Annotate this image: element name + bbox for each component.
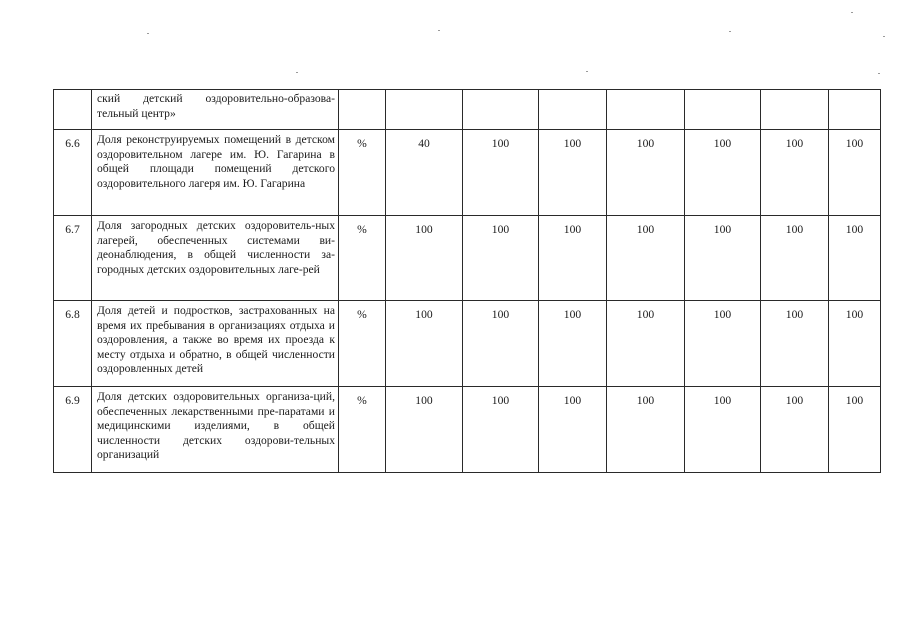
row-value: 100	[607, 216, 685, 301]
indicators-table	[53, 89, 881, 473]
row-value: 100	[829, 301, 881, 387]
row-value: 100	[463, 130, 539, 216]
row-value: 100	[463, 216, 539, 301]
row-value: 100	[539, 216, 607, 301]
scan-speck	[147, 33, 149, 34]
row-value: 100	[685, 216, 761, 301]
row-number: 6.6	[54, 130, 92, 216]
table-row	[54, 387, 881, 473]
value-cell	[463, 90, 539, 130]
row-value: 100	[463, 301, 539, 387]
row-value: 100	[539, 387, 607, 473]
scan-speck	[586, 71, 588, 72]
row-value: 100	[386, 216, 463, 301]
row-description: Доля детей и подростков, застрахованных на время их пребывания в организациях отдыха и оздоровления, а также во время их проезда к месту отдыха и обратно, в общей численности оздоровленных детей	[92, 301, 339, 387]
row-value: 100	[607, 387, 685, 473]
table-row-continuation	[54, 90, 881, 130]
row-value: 100	[685, 301, 761, 387]
scan-speck	[883, 36, 885, 37]
row-unit: %	[339, 387, 386, 473]
row-value: 100	[539, 301, 607, 387]
row-value: 100	[829, 216, 881, 301]
number-cell	[54, 90, 92, 130]
scan-speck	[296, 72, 298, 73]
row-description: Доля реконструируемых помещений в детском оздоровительном лагере им. Ю. Гагарина в общей площади помещений детского оздоровительного лагеря им. Ю. Гагарина	[92, 130, 339, 216]
row-value: 100	[607, 301, 685, 387]
value-cell	[386, 90, 463, 130]
row-description: Доля загородных детских оздоровитель-ных лагерей, обеспеченных системами ви-деонаблюдения, в общей численности за-городных детских оздоровительных лаге-рей	[92, 216, 339, 301]
row-value: 100	[685, 387, 761, 473]
row-value: 100	[386, 301, 463, 387]
scan-speck	[729, 31, 731, 32]
row-unit: %	[339, 301, 386, 387]
row-number: 6.9	[54, 387, 92, 473]
scan-speck	[438, 30, 440, 31]
value-cell	[761, 90, 829, 130]
row-value: 100	[685, 130, 761, 216]
row-value: 100	[761, 130, 829, 216]
table-row	[54, 216, 881, 301]
description-cell: ский детский оздоровительно-образова-тельный центр»	[92, 90, 339, 130]
row-unit: %	[339, 130, 386, 216]
unit-cell	[339, 90, 386, 130]
row-unit: %	[339, 216, 386, 301]
value-cell	[829, 90, 881, 130]
table-row	[54, 130, 881, 216]
value-cell	[685, 90, 761, 130]
row-value: 100	[761, 301, 829, 387]
scan-speck	[878, 73, 880, 74]
row-value: 100	[829, 130, 881, 216]
row-value: 100	[539, 130, 607, 216]
row-value: 100	[607, 130, 685, 216]
row-value: 100	[761, 216, 829, 301]
value-cell	[607, 90, 685, 130]
row-value: 100	[761, 387, 829, 473]
value-cell	[539, 90, 607, 130]
row-value: 40	[386, 130, 463, 216]
table-row	[54, 301, 881, 387]
row-value: 100	[829, 387, 881, 473]
row-description: Доля детских оздоровительных организа-ций, обеспеченных лекарственными пре-паратами и медицинскими изделиями, в общей численности детских оздорови-тельных организаций	[92, 387, 339, 473]
row-number: 6.8	[54, 301, 92, 387]
row-value: 100	[386, 387, 463, 473]
row-number: 6.7	[54, 216, 92, 301]
row-value: 100	[463, 387, 539, 473]
scan-speck	[851, 12, 853, 13]
